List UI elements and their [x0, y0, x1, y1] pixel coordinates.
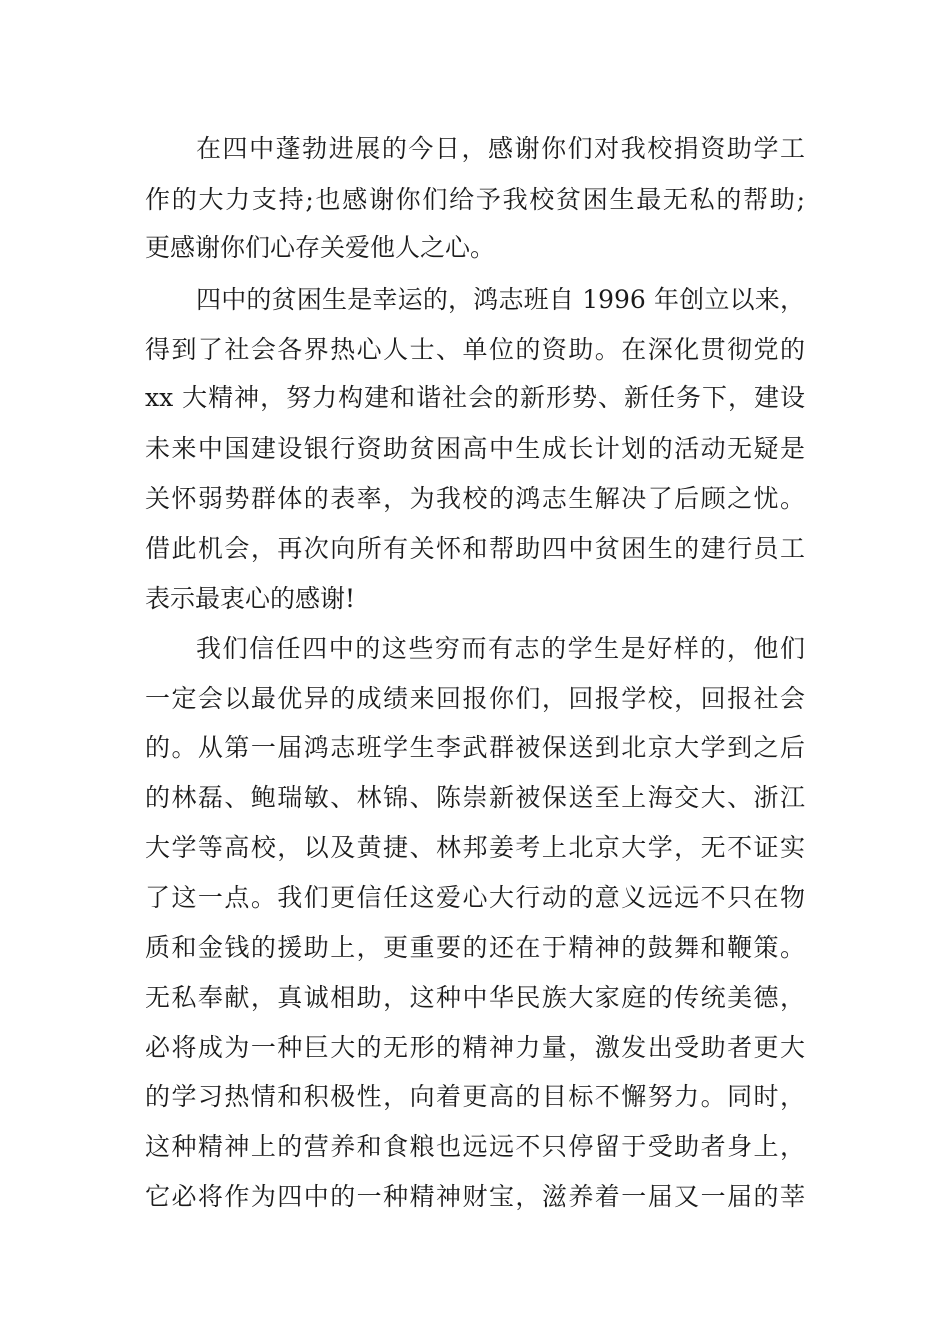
- text-line: [0, 180, 950, 220]
- text-line: [0, 629, 950, 669]
- paragraph-2-line-2: 得到了社会各界热心人士、单位的资助。在深化贯彻党的: [145, 335, 805, 364]
- text-line: [0, 1177, 950, 1217]
- paragraph-1-line-2: 作的大力支持;也感谢你们给予我校贫困生最无私的帮助;: [145, 185, 805, 214]
- paragraph-3-line-9: 必将成为一种巨大的无形的精神力量，激发出受助者更大: [145, 1033, 805, 1062]
- paragraph-1-line-1: 在四中蓬勃进展的今日，感谢你们对我校捐资助学工: [196, 134, 805, 163]
- paragraph-2-line-3: xx 大精神，努力构建和谐社会的新形势、新任务下，建设: [145, 383, 805, 412]
- text-line: [0, 529, 950, 569]
- text-line: [0, 228, 950, 268]
- text-line: [0, 579, 950, 619]
- text-line: [0, 429, 950, 469]
- paragraph-3-line-3: 的。从第一届鸿志班学生李武群被保送到北京大学到之后: [145, 733, 805, 762]
- paragraph-3-line-1: 我们信任四中的这些穷而有志的学生是好样的，他们: [196, 634, 805, 663]
- paragraph-3-line-11: 这种精神上的营养和食粮也远远不只停留于受助者身上，: [145, 1132, 805, 1161]
- text-line: [0, 728, 950, 768]
- text-line: [0, 928, 950, 968]
- text-line: [0, 378, 950, 418]
- text-line: [0, 828, 950, 868]
- paragraph-3-line-6: 了这一点。我们更信任这爱心大行动的意义远远不只在物: [145, 883, 805, 912]
- paragraph-1-line-3: 更感谢你们心存关爱他人之心。: [145, 233, 496, 262]
- text-line: [0, 878, 950, 918]
- text-line: [0, 1127, 950, 1167]
- text-line: [0, 129, 950, 169]
- paragraph-3-line-10: 的学习热情和积极性，向着更高的目标不懈努力。同时，: [145, 1082, 805, 1111]
- paragraph-2-line-5: 关怀弱势群体的表率，为我校的鸿志生解决了后顾之忧。: [145, 484, 805, 513]
- text-line: [0, 280, 950, 320]
- text-line: [0, 1028, 950, 1068]
- text-line: [0, 1077, 950, 1117]
- text-line: [0, 679, 950, 719]
- text-line: [0, 330, 950, 370]
- paragraph-2-line-6: 借此机会，再次向所有关怀和帮助四中贫困生的建行员工: [145, 534, 805, 563]
- paragraph-3-line-12: 它必将作为四中的一种精神财宝，滋养着一届又一届的莘: [145, 1182, 805, 1211]
- text-line: [0, 978, 950, 1018]
- paragraph-2-line-4: 未来中国建设银行资助贫困高中生成长计划的活动无疑是: [145, 434, 805, 463]
- paragraph-3-line-5: 大学等高校，以及黄捷、林邦姜考上北京大学，无不证实: [145, 833, 805, 862]
- paragraph-3-line-8: 无私奉献，真诚相助，这种中华民族大家庭的传统美德，: [145, 983, 805, 1012]
- text-line: [0, 778, 950, 818]
- paragraph-3-line-2: 一定会以最优异的成绩来回报你们，回报学校，回报社会: [145, 684, 805, 713]
- paragraph-3-line-7: 质和金钱的援助上，更重要的还在于精神的鼓舞和鞭策。: [145, 933, 805, 962]
- paragraph-2-line-1: 四中的贫困生是幸运的，鸿志班自 1996 年创立以来，: [196, 285, 805, 314]
- paragraph-2-line-7: 表示最衷心的感谢!: [145, 584, 356, 613]
- text-line: [0, 479, 950, 519]
- paragraph-3-line-4: 的林磊、鲍瑞敏、林锦、陈崇新被保送至上海交大、浙江: [145, 783, 805, 812]
